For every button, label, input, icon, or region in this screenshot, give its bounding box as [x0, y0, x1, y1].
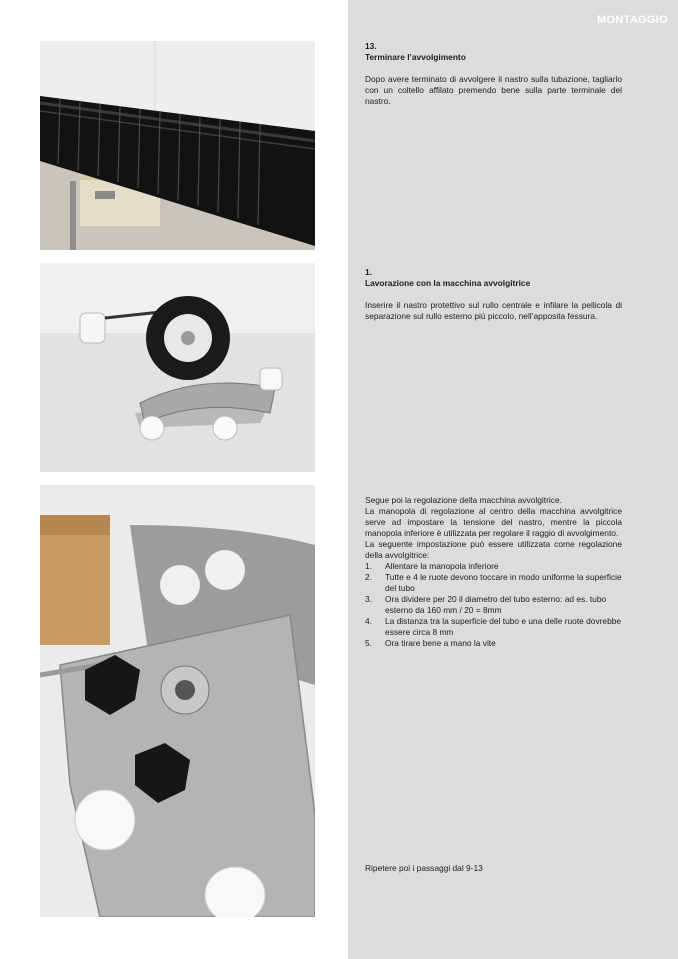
repeat-note-text: Ripetere poi i passaggi dal 9-13 [365, 863, 483, 873]
list-item [365, 638, 622, 649]
step-number: 13. [365, 41, 377, 51]
photo-wrapping-machine [40, 263, 315, 472]
list-item-number: 3. [365, 594, 372, 604]
list-item-number: 4. [365, 616, 372, 626]
step-13-block [365, 41, 622, 107]
step-title: Lavorazione con la macchina avvolgitrice [365, 278, 531, 288]
repeat-note [365, 863, 622, 874]
list-item [365, 572, 622, 594]
adjustment-block [365, 495, 622, 649]
photo-wrapped-pipe [40, 41, 315, 250]
list-item-number: 5. [365, 638, 372, 648]
list-item-text: Ora tirare bene a mano la vite [385, 638, 496, 648]
step-title: Terminare l’avvolgimento [365, 52, 466, 62]
list-item-number: 2. [365, 572, 372, 582]
step-body: Dopo avere terminato di avvolgere il nastro sulla tubazione, tagliarlo con un coltello affilato premendo bene sulla parte terminale del nastro. [365, 74, 622, 106]
adjustment-steps [365, 561, 622, 649]
list-item [365, 561, 622, 572]
list-item-text: Allentare la manopola inferiore [385, 561, 499, 571]
list-item-text: Ora dividere per 20 il diametro del tubo esterno: ad es. tubo esterno da 160 mm / 20 = 8mm [385, 594, 607, 615]
list-item-text: Tutte e 4 le ruote devono toccare in modo uniforme la superficie del tubo [385, 572, 622, 593]
step-1-block [365, 267, 622, 322]
intro-line: La manopola di regolazione al centro della macchina avvolgitrice serve ad impostare la tensione del nastro, mentre la piccola manopola inferiore è utilizzata per regolare il raggio di avvolgimento. [365, 506, 622, 538]
list-item-number: 1. [365, 561, 372, 571]
list-item [365, 594, 622, 616]
photo-adjustment-knobs [40, 485, 315, 917]
intro-line: La seguente impostazione può essere utilizzata come regolazione della avvolgitrice: [365, 539, 622, 560]
list-item [365, 616, 622, 638]
intro-line: Segue poi la regolazione della macchina avvolgitrice. [365, 495, 562, 505]
section-header: MONTAGGIO [597, 14, 668, 26]
list-item-text: La distanza tra la superficie del tubo e una delle ruote dovrebbe essere circa 8 mm [385, 616, 622, 637]
right-gray-panel [348, 0, 678, 959]
step-body: Inserire il nastro protettivo sul rullo centrale e infilare la pellicola di separazione sul rullo esterno più piccolo, nell’apposita fessura. [365, 300, 622, 321]
step-number: 1. [365, 267, 372, 277]
